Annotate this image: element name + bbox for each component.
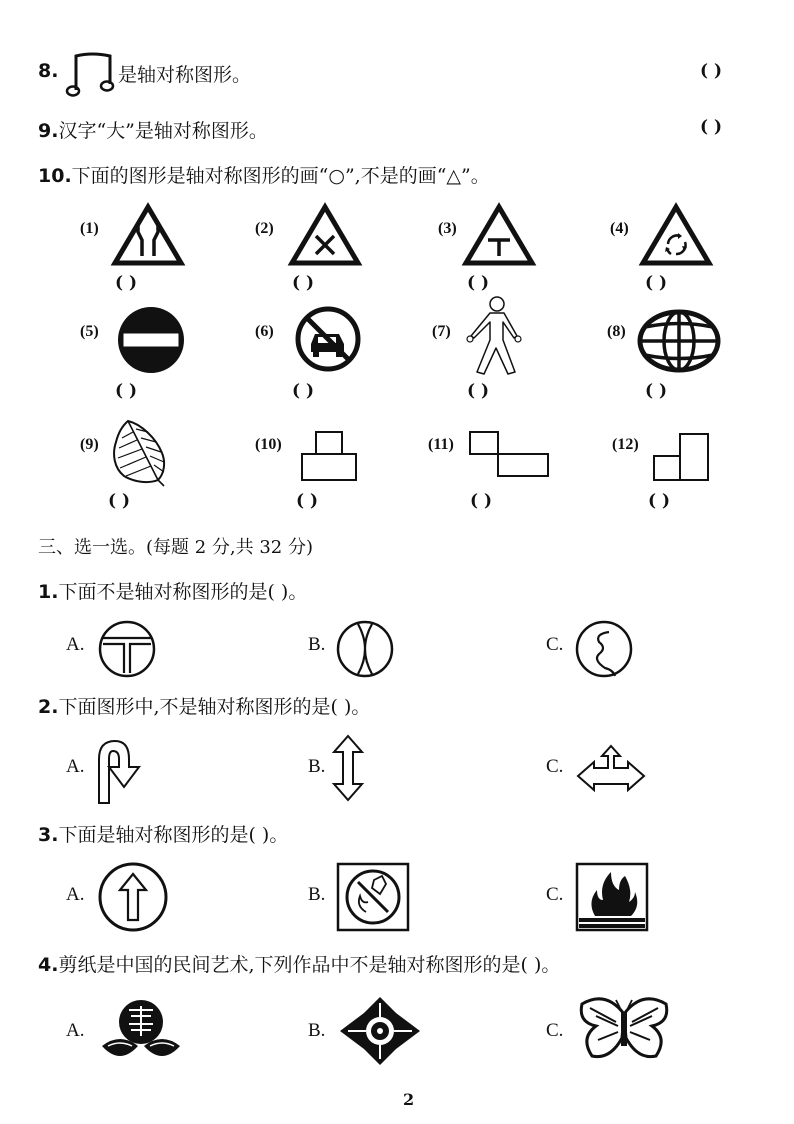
item-label-12: (12) xyxy=(612,436,639,453)
question-text: 下面是轴对称图形的是( )。 xyxy=(58,824,289,846)
option-label: C. xyxy=(546,756,564,777)
option-label: B. xyxy=(308,756,326,777)
answer-paren-item-11[interactable]: ( ) xyxy=(470,491,493,511)
item-label-11: (11) xyxy=(428,436,454,453)
answer-paren-item-6[interactable]: ( ) xyxy=(292,381,315,401)
question-10-text: 下面的图形是轴对称图形的画“○”,不是的画“△”。 xyxy=(71,165,490,187)
answer-paren-item-5[interactable]: ( ) xyxy=(115,381,138,401)
item-label-5: (5) xyxy=(80,323,99,340)
option-label: A. xyxy=(66,756,85,777)
option-label: C. xyxy=(546,884,564,905)
answer-paren-item-10[interactable]: ( ) xyxy=(296,491,319,511)
item-label-1: (1) xyxy=(80,220,99,237)
option-label: A. xyxy=(66,634,85,655)
road-narrows-sign-icon xyxy=(112,204,184,266)
paper-cut-butterfly-icon xyxy=(576,994,672,1064)
page-number: 2 xyxy=(403,1090,415,1109)
question-8 xyxy=(38,60,58,82)
offset-rectangles-icon xyxy=(468,430,552,480)
answer-paren-item-3[interactable]: ( ) xyxy=(467,273,490,293)
option-label: C. xyxy=(546,1020,564,1041)
question-10 xyxy=(38,161,490,188)
paper-cut-double-happiness-icon xyxy=(98,996,184,1066)
item-label-4: (4) xyxy=(610,220,629,237)
circle-two-arcs-icon xyxy=(336,620,394,678)
option-label: C. xyxy=(546,634,564,655)
question-8-text: 是轴对称图形。 xyxy=(118,64,252,86)
paper-cut-flower-diamond-icon xyxy=(338,995,422,1067)
choose-question-4 xyxy=(38,950,560,977)
answer-paren-item-2[interactable]: ( ) xyxy=(292,273,315,293)
question-text: 下面图形中,不是轴对称图形的是( )。 xyxy=(58,696,371,718)
answer-paren-8[interactable]: ( ) xyxy=(700,61,723,81)
option-label: B. xyxy=(308,634,326,655)
no-car-sign-icon xyxy=(295,306,361,372)
item-label-10: (10) xyxy=(255,436,282,453)
double-arrow-vertical-icon xyxy=(332,734,364,802)
u-turn-arrow-icon xyxy=(95,737,147,805)
globe-icon xyxy=(638,310,720,372)
leaf-icon xyxy=(106,418,172,488)
answer-paren-item-12[interactable]: ( ) xyxy=(648,491,671,511)
answer-paren-9[interactable]: ( ) xyxy=(700,117,723,137)
answer-paren-item-4[interactable]: ( ) xyxy=(645,273,668,293)
crossroad-x-sign-icon xyxy=(289,204,361,266)
answer-paren-item-8[interactable]: ( ) xyxy=(645,381,668,401)
up-arrow-circle-icon xyxy=(98,862,168,932)
choose-question-2 xyxy=(38,692,370,719)
question-number: 8. xyxy=(38,60,59,82)
question-text: 下面不是轴对称图形的是( )。 xyxy=(58,581,308,603)
option-label: A. xyxy=(66,884,85,905)
option-label: B. xyxy=(308,884,326,905)
stacked-rectangles-icon xyxy=(300,430,360,482)
question-number: 4. xyxy=(38,954,59,976)
question-number: 3. xyxy=(38,824,59,846)
no-fire-sign-icon xyxy=(336,862,410,932)
no-entry-sign-icon xyxy=(115,304,187,376)
music-note-icon xyxy=(66,50,118,100)
question-number: 9. xyxy=(38,120,59,142)
item-label-6: (6) xyxy=(255,323,274,340)
question-9-text: 汉字“大”是轴对称图形。 xyxy=(58,120,268,142)
question-text: 剪纸是中国的民间艺术,下列作品中不是轴对称图形的是( )。 xyxy=(58,954,561,976)
option-label: B. xyxy=(308,1020,326,1041)
answer-paren-item-7[interactable]: ( ) xyxy=(467,381,490,401)
choose-question-3 xyxy=(38,820,288,847)
answer-paren-item-1[interactable]: ( ) xyxy=(115,273,138,293)
item-label-7: (7) xyxy=(432,323,451,340)
fire-warning-icon xyxy=(575,862,649,932)
walking-person-icon xyxy=(462,296,526,376)
circle-curve-icon xyxy=(575,620,633,678)
question-9 xyxy=(38,116,268,143)
three-way-arrow-icon xyxy=(576,744,646,792)
option-label: A. xyxy=(66,1020,85,1041)
t-junction-sign-icon xyxy=(463,204,535,266)
section-title: 三、选一选。(每题 2 分,共 32 分) xyxy=(38,537,314,558)
item-label-8: (8) xyxy=(607,323,626,340)
question-number: 2. xyxy=(38,696,59,718)
item-label-2: (2) xyxy=(255,220,274,237)
question-number: 1. xyxy=(38,581,59,603)
circle-t-shape-icon xyxy=(98,620,156,678)
choose-question-1 xyxy=(38,577,307,604)
question-number: 10. xyxy=(38,165,72,187)
answer-paren-item-9[interactable]: ( ) xyxy=(108,491,131,511)
roundabout-sign-icon xyxy=(640,204,712,266)
step-rectangles-icon xyxy=(652,432,712,482)
item-label-9: (9) xyxy=(80,436,99,453)
item-label-3: (3) xyxy=(438,220,457,237)
